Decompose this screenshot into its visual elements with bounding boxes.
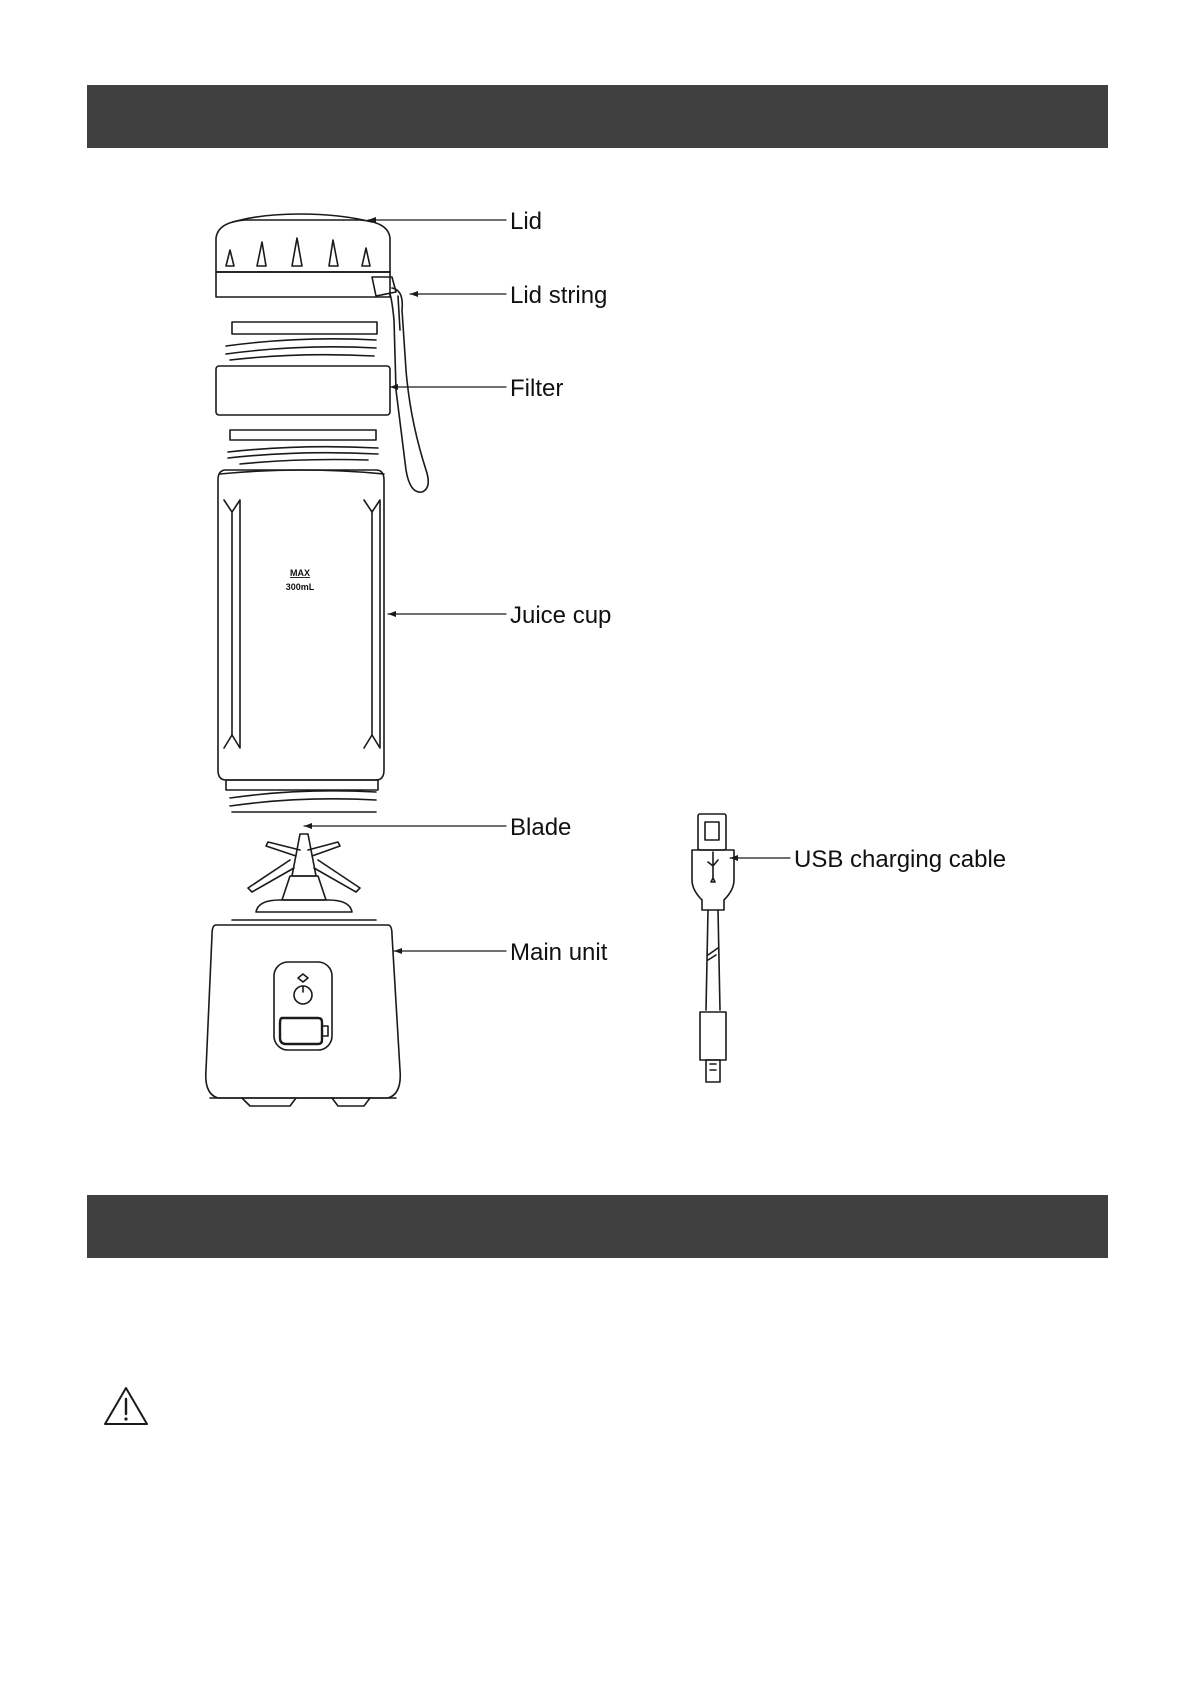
warning-triangle-icon <box>102 1385 150 1427</box>
blade-drawing <box>232 834 376 920</box>
label-filter: Filter <box>510 375 564 402</box>
cup-volume-mark: 300mL <box>285 582 315 592</box>
cup-threads-bottom <box>226 780 378 812</box>
label-main-unit: Main unit <box>510 939 608 966</box>
main-unit-drawing <box>206 925 401 1106</box>
label-juice-cup: Juice cup <box>510 602 612 629</box>
lid-string-drawing <box>390 288 428 492</box>
lid-drawing <box>216 214 396 297</box>
label-blade: Blade <box>510 814 572 841</box>
filter-drawing <box>216 366 390 415</box>
label-lid-string: Lid string <box>510 282 608 309</box>
label-lid: Lid <box>510 208 543 235</box>
section-header-bar-bottom <box>87 1195 1108 1258</box>
label-usb-charging-cable: USB charging cable <box>794 846 1007 873</box>
usb-cable-drawing <box>692 814 734 1082</box>
juice-cup-drawing <box>218 470 384 780</box>
filter-threads-top <box>226 322 377 360</box>
leader-arrowheads <box>304 217 738 954</box>
filter-threads-bottom <box>228 430 378 464</box>
cup-max-mark: MAX <box>290 568 310 578</box>
